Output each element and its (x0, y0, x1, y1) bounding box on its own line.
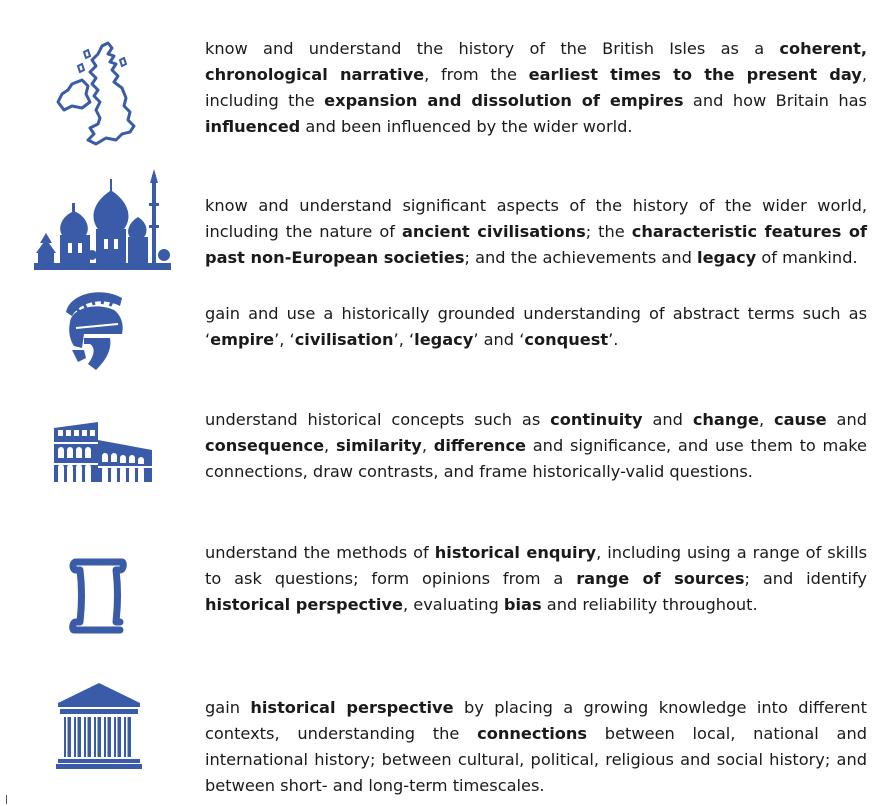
bold-term: earliest times to the present day (528, 65, 862, 84)
text-run: , evaluating (402, 595, 504, 614)
text-run: understand the methods of (205, 543, 435, 562)
text-run: , from the (424, 65, 529, 84)
bold-term: change (692, 410, 759, 429)
text-run: ; and the achievements and (464, 248, 698, 267)
bold-term: historical enquiry (434, 543, 597, 562)
text-run: by placing a growing knowledge into different contexts, understanding the (205, 698, 867, 743)
text-run: and reliability throughout. (541, 595, 758, 614)
text-run: ’. (608, 330, 619, 349)
bold-term: historical perspective (250, 698, 454, 717)
bold-term: similarity (335, 436, 422, 455)
bold-term: characteristic features of past non-European societies (205, 222, 868, 267)
page-edge-mark (6, 795, 7, 804)
text-run: ’, ‘ (393, 330, 415, 349)
bold-term: connections (477, 724, 588, 743)
objective-text-2 (205, 193, 867, 271)
bold-term: cause (773, 410, 827, 429)
text-run: know and understand significant aspects of the history of the wider world, including the nature of (205, 196, 867, 241)
text-run: and (826, 410, 867, 429)
bold-term: coherent, chronological narrative (205, 39, 867, 84)
classical-building-icon (56, 683, 142, 769)
bold-term: consequence (205, 436, 325, 455)
objective-text-5 (205, 540, 867, 618)
bold-term: conquest (524, 330, 609, 349)
bold-term: legacy (414, 330, 474, 349)
objective-text-6 (205, 695, 867, 799)
text-run: of mankind. (756, 248, 858, 267)
world-skyline-icon (34, 163, 171, 270)
bold-term: range of sources (576, 569, 745, 588)
text-run: , including the (205, 65, 867, 110)
bold-term: empire (210, 330, 275, 349)
text-run: understand historical concepts such as (205, 410, 551, 429)
bold-term: bias (503, 595, 542, 614)
text-run: ’ and ‘ (473, 330, 525, 349)
british-isles-map-icon (50, 40, 140, 148)
text-run: , including using a range of skills to ask questions; form opinions from a (205, 543, 868, 588)
text-run: gain (205, 698, 251, 717)
bold-term: historical perspective (205, 595, 403, 614)
text-run: know and understand the history of the British Isles as a (205, 39, 780, 58)
bold-term: influenced (205, 117, 301, 136)
objective-text-1 (205, 36, 867, 140)
text-run: and significance, and use them to make connections, draw contrasts, and frame historically-valid questions. (205, 436, 868, 481)
text-run: gain and use a historically grounded understanding of abstract terms such as ‘ (205, 304, 867, 349)
scroll-icon (68, 556, 128, 636)
text-run: ; and identify (744, 569, 868, 588)
bold-term: legacy (697, 248, 757, 267)
text-run: and been influenced by the wider world. (300, 117, 633, 136)
colosseum-icon (52, 420, 154, 486)
text-run: and how Britain has (683, 91, 867, 110)
text-run: , (421, 436, 434, 455)
text-run: ’, ‘ (274, 330, 295, 349)
bold-term: ancient civilisations (401, 222, 586, 241)
text-run: and (642, 410, 693, 429)
objective-text-3 (205, 301, 867, 353)
roman-helmet-icon (60, 288, 128, 372)
objective-text-4 (205, 407, 867, 485)
bold-term: difference (433, 436, 527, 455)
bold-term: civilisation (294, 330, 394, 349)
text-run: ; the (585, 222, 632, 241)
bold-term: expansion and dissolution of empires (324, 91, 684, 110)
text-run: , (758, 410, 774, 429)
bold-term: continuity (550, 410, 643, 429)
text-run: , (324, 436, 336, 455)
text-run: between local, national and international history; between cultural, political, religious and social history; and between short- and long-term timescales. (205, 724, 867, 795)
